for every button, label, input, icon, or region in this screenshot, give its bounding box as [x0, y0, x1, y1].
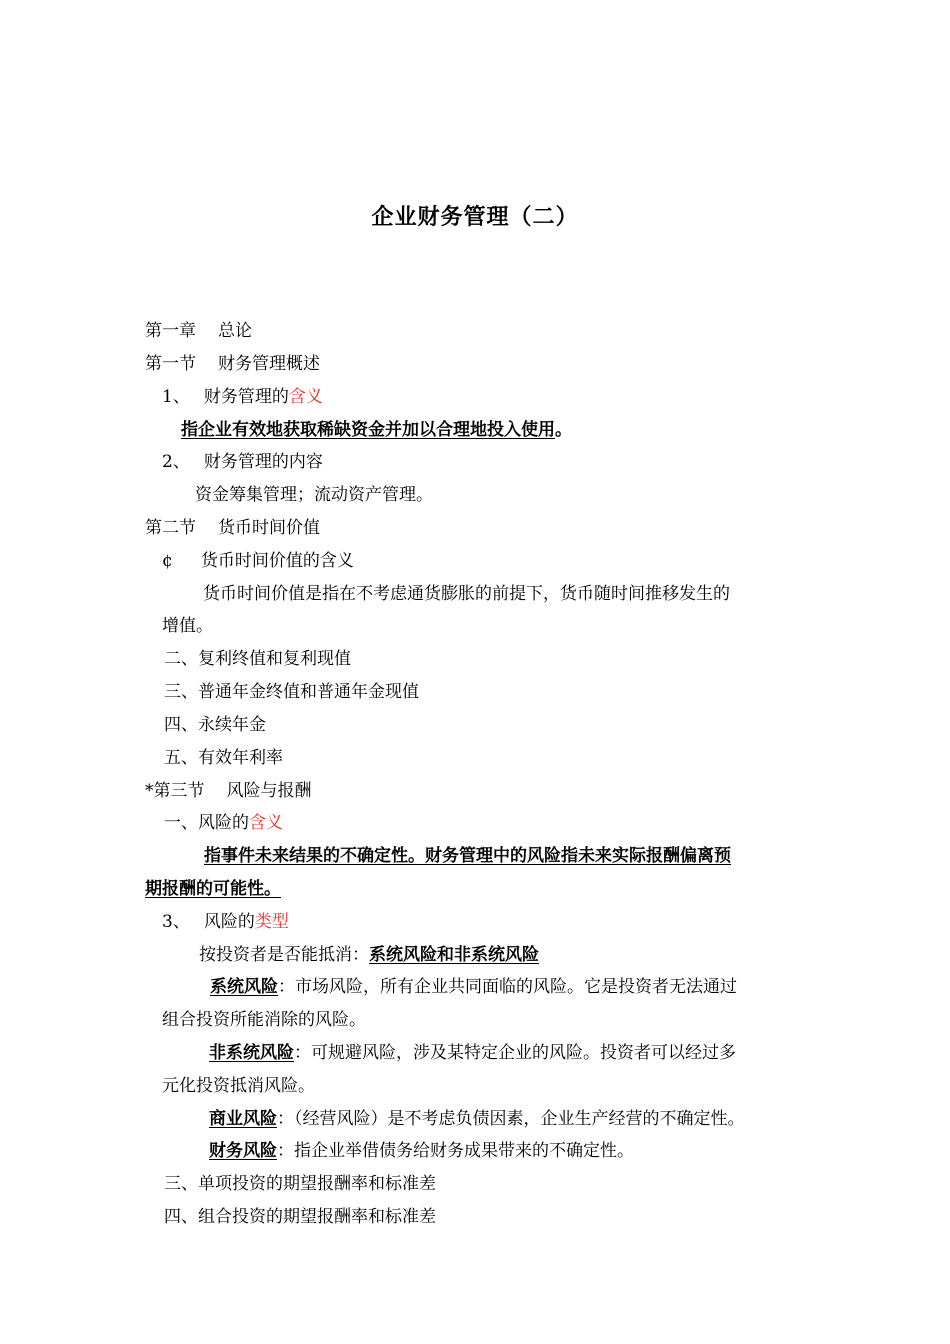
list-item: 四、组合投资的期望报酬率和标准差 [164, 1207, 436, 1227]
definition-end: 。 [555, 420, 572, 440]
list-item: 四、永续年金 [164, 715, 266, 735]
highlight-term: 类型 [254, 912, 289, 932]
list-item [162, 549, 354, 573]
list-item [162, 385, 323, 409]
risk-description: ：可规避风险，涉及某特定企业的风险。投资者可以经过多 [294, 1043, 736, 1063]
section-number: *第三节 [145, 781, 205, 801]
body-text [209, 1041, 736, 1065]
section-name: 货币时间价值 [218, 518, 320, 538]
item-text: 一、风险的 [164, 813, 249, 833]
section-heading [145, 779, 312, 803]
section-heading [145, 352, 320, 376]
classify-term: 系统风险和非系统风险 [369, 945, 539, 965]
chapter-heading [145, 319, 252, 343]
body-text [210, 975, 737, 999]
definition-text: 期报酬的可能性。 [145, 879, 281, 899]
item-text: 风险的 [203, 912, 255, 932]
list-item [164, 811, 283, 835]
list-item [162, 910, 289, 934]
risk-term: 系统风险 [210, 977, 278, 997]
item-number: 1、 [162, 387, 190, 407]
item-text: 货币时间价值的含义 [200, 551, 354, 571]
list-item: 二、复利终值和复利现值 [164, 649, 351, 669]
item-text: 财务管理的内容 [203, 452, 323, 472]
list-item: 五、有效年利率 [164, 748, 283, 768]
body-text [199, 943, 539, 967]
body-text: 资金筹集管理；流动资产管理。 [195, 485, 433, 505]
body-text: 元化投资抵消风险。 [162, 1076, 315, 1096]
chapter-name: 总论 [218, 321, 252, 341]
list-item [162, 450, 323, 474]
body-text: 增值。 [162, 616, 213, 636]
highlight-term: 含义 [249, 813, 283, 833]
highlight-term: 含义 [288, 387, 323, 407]
bullet-icon: ¢ [162, 551, 173, 571]
item-text: 财务管理的 [203, 387, 289, 407]
risk-description: ：（经营风险）是不考虑负债因素，企业生产经营的不确定性。 [277, 1109, 745, 1129]
risk-description: ：市场风险，所有企业共同面临的风险。它是投资者无法通过 [278, 977, 737, 997]
section-name: 财务管理概述 [218, 354, 320, 374]
chapter-number: 第一章 [145, 321, 196, 341]
definition-underlined: 指企业有效地获取稀缺资金并加以合理地投入使用 [181, 420, 555, 440]
section-number: 第一节 [145, 354, 196, 374]
list-item: 三、单项投资的期望报酬率和标准差 [164, 1174, 436, 1194]
body-text: 货币时间价值是指在不考虑通货膨胀的前提下，货币随时间推移发生的 [203, 584, 730, 604]
page-title: 企业财务管理（二） [371, 204, 579, 230]
body-text [209, 1107, 745, 1131]
item-number: 2、 [162, 452, 190, 472]
risk-term: 财务风险 [209, 1141, 277, 1161]
item-number: 3、 [162, 912, 190, 932]
risk-term: 商业风险 [209, 1109, 277, 1129]
definition-text [181, 418, 572, 442]
section-number: 第二节 [145, 518, 196, 538]
section-heading [145, 516, 320, 540]
risk-term: 非系统风险 [209, 1043, 294, 1063]
classify-prefix: 按投资者是否能抵消： [199, 945, 369, 965]
body-text: 组合投资所能消除的风险。 [162, 1010, 366, 1030]
section-name: 风险与报酬 [226, 781, 312, 801]
list-item: 三、普通年金终值和普通年金现值 [164, 682, 419, 702]
risk-description: ：指企业举借债务给财务成果带来的不确定性。 [277, 1141, 634, 1161]
body-text [209, 1139, 634, 1163]
definition-text: 指事件未来结果的不确定性。财务管理中的风险指未来实际报酬偏离预 [204, 846, 731, 866]
